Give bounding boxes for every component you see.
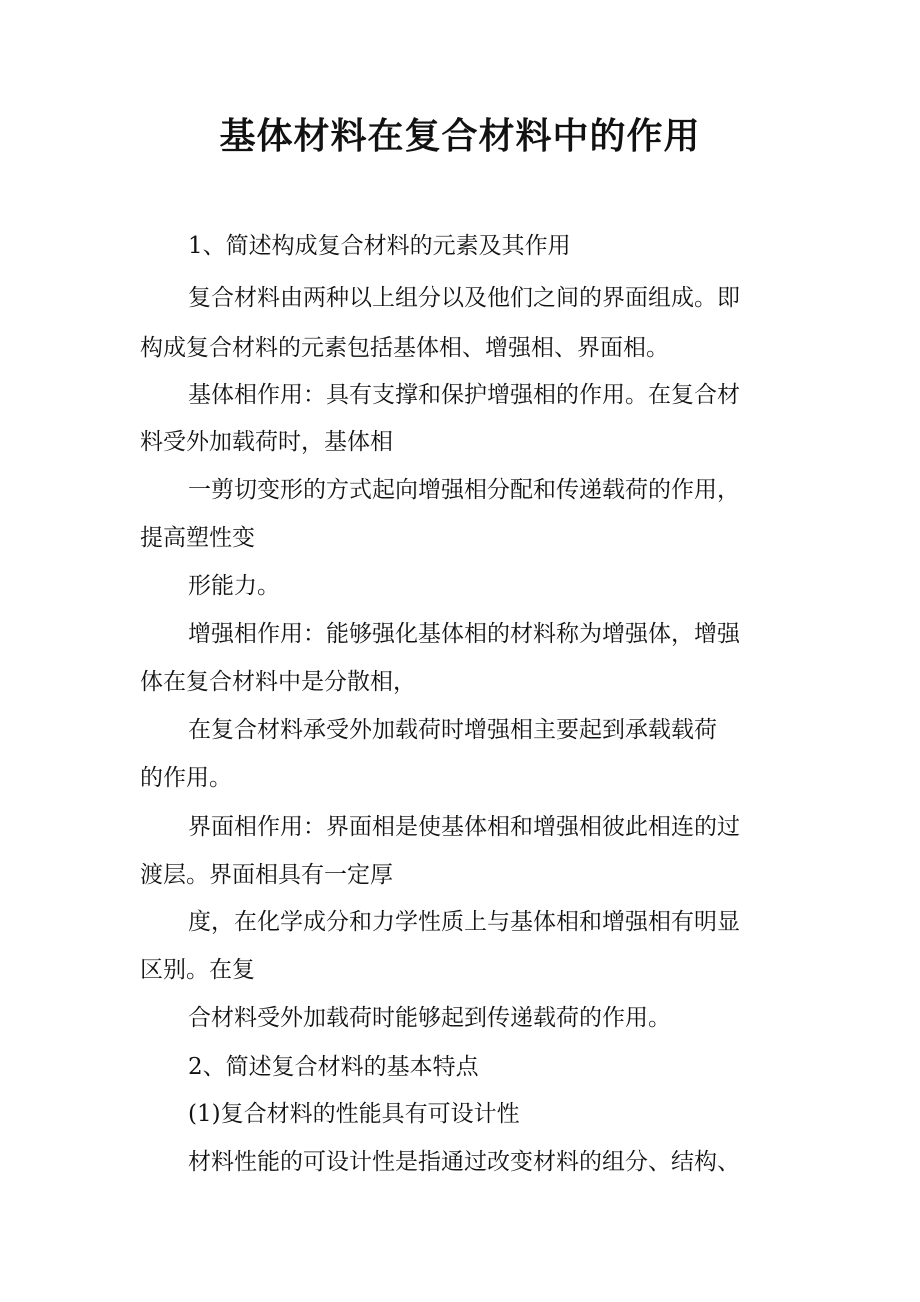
paragraph-line: 增强相作用：能够强化基体相的材料称为增强体，增强	[188, 621, 740, 647]
paragraph-line: 基体相作用：具有支撑和保护增强相的作用。在复合材	[188, 382, 740, 408]
paragraph-line: 界面相作用：界面相是使基体相和增强相彼此相连的过	[188, 814, 740, 840]
subsection-heading: (1)复合材料的性能具有可设计性	[188, 1101, 520, 1127]
paragraph-line: 在复合材料承受外加载荷时增强相主要起到承载载荷	[188, 717, 717, 743]
paragraph-line: 构成复合材料的元素包括基体相、增强相、界面相。	[140, 335, 669, 361]
paragraph-line: 体在复合材料中是分散相，	[140, 669, 416, 695]
paragraph-line: 复合材料由两种以上组分以及他们之间的界面组成。即	[188, 285, 740, 311]
paragraph-line: 度，在化学成分和力学性质上与基体相和增强相有明显	[188, 909, 740, 935]
paragraph-line: 的作用。	[140, 765, 232, 791]
paragraph-line: 材料性能的可设计性是指通过改变材料的组分、结构、	[188, 1149, 740, 1175]
paragraph-line: 渡层。界面相具有一定厚	[140, 862, 393, 888]
document-title: 基体材料在复合材料中的作用	[219, 116, 701, 157]
paragraph-line: 区别。在复	[140, 957, 255, 983]
section-heading-2: 2、简述复合材料的基本特点	[188, 1054, 479, 1080]
paragraph-line: 提高塑性变	[140, 525, 255, 551]
paragraph-line: 形能力。	[188, 573, 280, 599]
section-heading-1: 1、简述构成复合材料的元素及其作用	[188, 233, 571, 259]
paragraph-line: 料受外加载荷时，基体相	[140, 429, 393, 455]
paragraph-line: 合材料受外加载荷时能够起到传递载荷的作用。	[188, 1005, 671, 1031]
paragraph-line: 一剪切变形的方式起向增强相分配和传递载荷的作用，	[188, 477, 740, 503]
